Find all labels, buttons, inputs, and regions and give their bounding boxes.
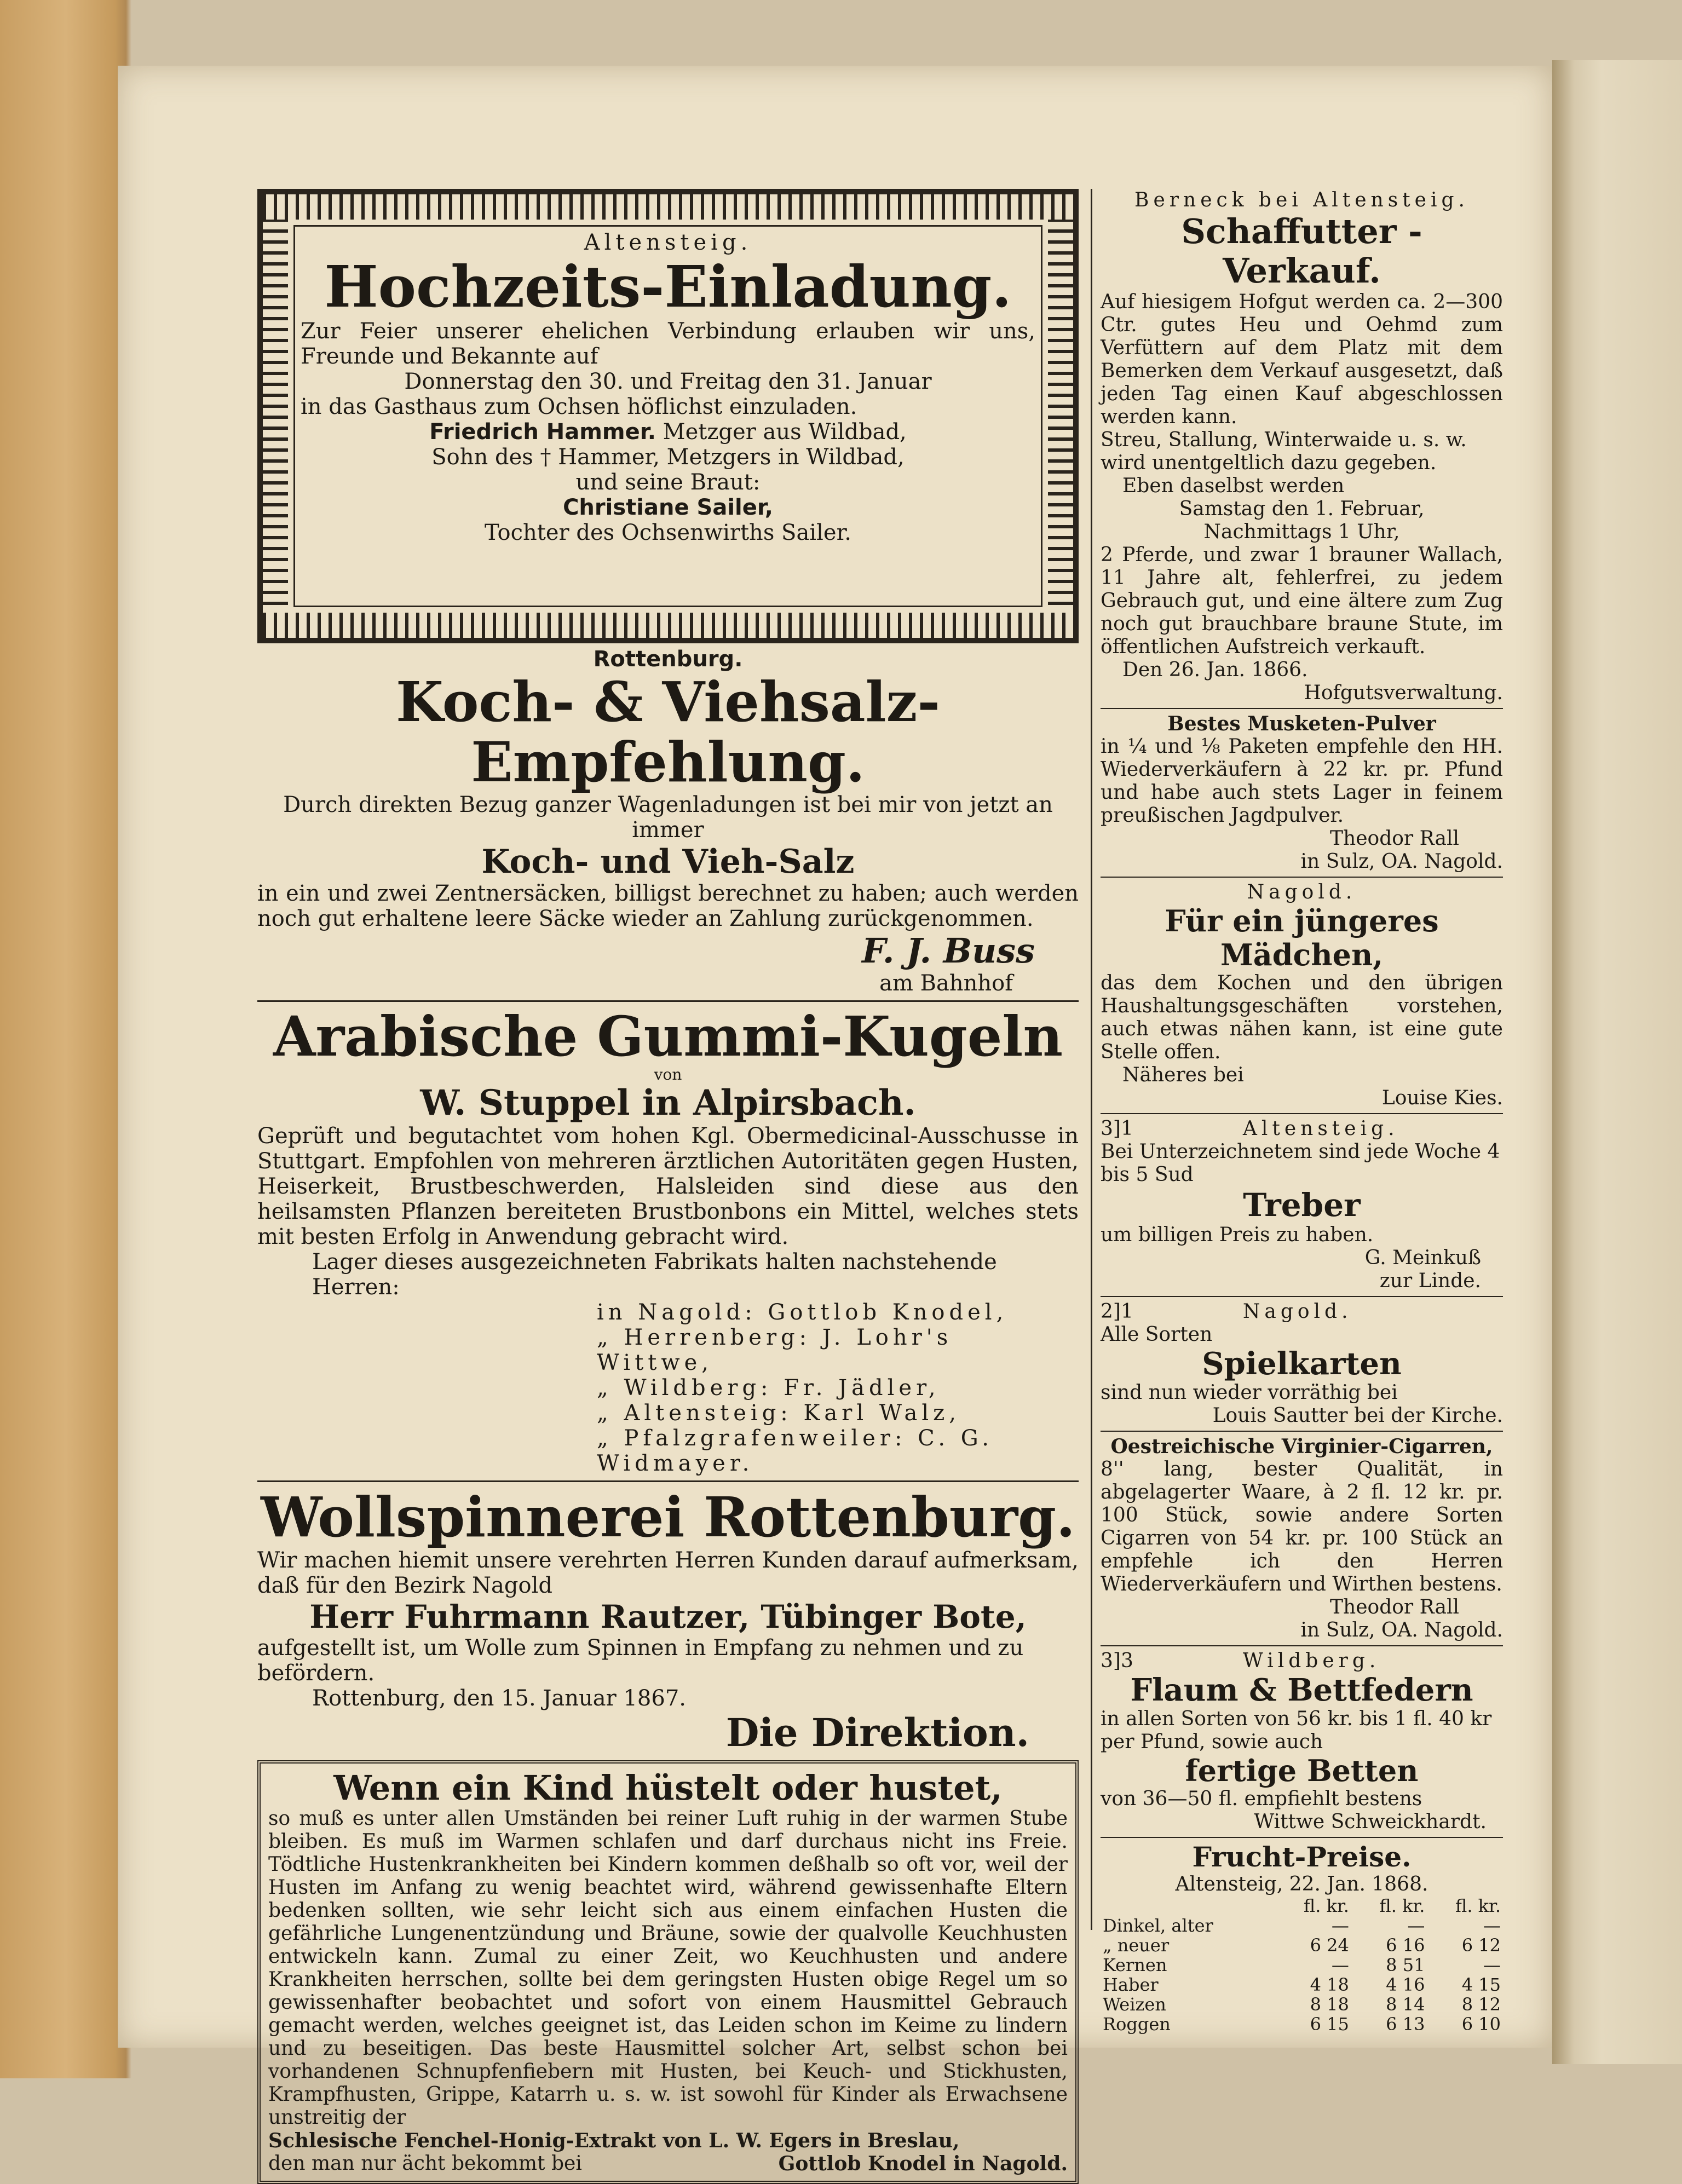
- powder-name: Theodor Rall: [1330, 827, 1459, 850]
- rule: [1101, 877, 1503, 878]
- rule: [1101, 1837, 1503, 1838]
- table-cell: 4 18: [1310, 1974, 1349, 1995]
- gummi-ad: [257, 1006, 1079, 1476]
- gummi-body: Geprüft und begutachtet vom hohen Kgl. Obermedicinal-Ausschusse in Stuttgart. Empfohlen von mehreren ärztlichen Autoritäten gegen Husten, Heiserkeit, Brustbeschwerden, Halsleiden sind diese aus den heilsamsten Pflanzen bereiteten Brustbonbons ein Mittel, welches stets mit besten Erfolg in Anwendung gebracht wird.: [257, 1123, 1079, 1249]
- wedding-place: Altensteig.: [584, 230, 752, 255]
- gummi-title: Arabische Gummi-Kugeln: [273, 1004, 1063, 1069]
- powder-title: Bestes Musketen-Pulver: [1167, 712, 1436, 735]
- salt-signature: F. J. Buss: [862, 931, 1035, 971]
- table-cell: 6 10: [1461, 2014, 1501, 2035]
- table-cell: —: [1483, 1915, 1501, 1936]
- table-cell: 8 12: [1461, 1994, 1501, 2015]
- cards-title: Spielkarten: [1202, 1346, 1402, 1382]
- feathers-subtitle: fertige Betten: [1185, 1753, 1419, 1788]
- table-row: [1101, 1995, 1503, 2014]
- cards-intro: Alle Sorten: [1101, 1323, 1213, 1346]
- salt-location: am Bahnhof: [879, 971, 1013, 996]
- salt-ad: [257, 647, 1079, 996]
- feathers-title: Flaum & Bettfedern: [1130, 1672, 1473, 1708]
- table-header-row: [1101, 1896, 1503, 1916]
- treber-ad: [1101, 1117, 1503, 1293]
- salt-subtitle: Koch- und Vieh-Salz: [481, 843, 855, 881]
- powder-location: in Sulz, OA. Nagold.: [1300, 850, 1503, 873]
- table-cell: 6 24: [1310, 1935, 1349, 1956]
- table-cell: —: [1483, 1955, 1501, 1975]
- bride-name: Christiane Sailer,: [563, 495, 773, 520]
- wool-signature: Die Direktion.: [725, 1710, 1029, 1755]
- table-cell: —: [1331, 1955, 1349, 1975]
- treber-mark: 3]1: [1101, 1117, 1133, 1140]
- gummi-stock-intro: Lager dieses ausgezeichneten Fabrikats halten nachstehende Herren:: [312, 1249, 997, 1300]
- gummi-dealer: „ Pfalzgrafenweiler: C. G. Widmayer.: [597, 1426, 994, 1476]
- table-cell: —: [1331, 1915, 1349, 1936]
- fodder-signature: Hofgutsverwaltung.: [1304, 682, 1503, 704]
- gummi-dealer: „ Wildberg: Fr. Jädler,: [597, 1375, 940, 1401]
- feathers-mark: 3]3: [1101, 1650, 1133, 1672]
- treber-title: Treber: [1243, 1186, 1361, 1224]
- rule: [1101, 1645, 1503, 1646]
- girl-name: Louise Kies.: [1381, 1087, 1503, 1109]
- salt-place: Rottenburg.: [593, 647, 743, 672]
- cigars-body: 8'' lang, bester Qualität, in abgelagerter Waare, à 2 fl. 12 kr. pr. 100 Stück, sowie andere Sorten Cigarren von 54 kr. pr. 100 Stück an empfehle ich den Herren Wiederverkäufern und Wirthen bestens.: [1101, 1458, 1503, 1595]
- gummi-dealer: „ Herrenberg: J. Lohr's Wittwe,: [597, 1325, 953, 1375]
- table-cell: „ neuer: [1103, 1935, 1170, 1956]
- fodder-ad: [1101, 189, 1503, 705]
- wedding-dates: Donnerstag den 30. und Freitag den 31. Januar: [404, 369, 932, 394]
- gummi-von: von: [654, 1065, 682, 1084]
- wedding-body: Zur Feier unserer ehelichen Verbindung erlauben wir uns, Freunde und Bekannte auf: [301, 319, 1035, 369]
- table-header: [1101, 1896, 1275, 1916]
- fodder-date: Den 26. Jan. 1866.: [1122, 659, 1308, 681]
- gummi-maker: W. Stuppel in Alpirsbach.: [420, 1082, 916, 1123]
- table-row: [1101, 2014, 1503, 2034]
- table-cell: 8 14: [1386, 1994, 1425, 2015]
- girl-place: Nagold.: [1247, 881, 1357, 903]
- gummi-dealer: in Nagold: Gottlob Knodel,: [597, 1300, 1008, 1325]
- treber-name: G. Meinkuß: [1364, 1247, 1481, 1269]
- cards-mark: 2]1: [1101, 1300, 1133, 1323]
- cough-ad: [257, 1760, 1079, 2184]
- feathers-place: Wildberg.: [1242, 1650, 1380, 1672]
- salt-intro: Durch direkten Bezug ganzer Wagenladungen ist bei mir von jetzt an immer: [283, 792, 1053, 843]
- wool-ad: [257, 1486, 1079, 1755]
- treber-place: Altensteig.: [1242, 1117, 1399, 1140]
- table-header: fl. kr.: [1455, 1895, 1501, 1916]
- rule: [1101, 1431, 1503, 1432]
- bride-intro: und seine Braut:: [575, 470, 761, 495]
- cards-body: sind nun wieder vorräthig bei: [1101, 1381, 1398, 1404]
- treber-location: zur Linde.: [1379, 1270, 1481, 1292]
- cigars-location: in Sulz, OA. Nagold.: [1300, 1619, 1503, 1641]
- rule: [1101, 1113, 1503, 1114]
- bride-desc: Tochter des Ochsenwirths Sailer.: [484, 520, 852, 545]
- wool-title: Wollspinnerei Rottenburg.: [261, 1485, 1075, 1549]
- table-cell: 8 51: [1386, 1955, 1425, 1975]
- cards-name: Louis Sautter bei der Kirche.: [1212, 1404, 1503, 1427]
- girl-more: Näheres bei: [1122, 1064, 1244, 1086]
- feathers-ad: [1101, 1650, 1503, 1834]
- table-header: fl. kr.: [1379, 1895, 1425, 1916]
- groom-desc: Metzger aus Wildbad,: [663, 419, 907, 445]
- gummi-dealer: „ Altensteig: Karl Walz,: [597, 1401, 960, 1426]
- cards-ad: [1101, 1300, 1503, 1427]
- table-cell: 8 18: [1310, 1994, 1349, 2015]
- cough-tail: den man nur ächt bekommt bei: [268, 2152, 582, 2175]
- wedding-title: Hochzeits-Einladung.: [324, 253, 1012, 320]
- table-row: [1101, 1975, 1503, 1995]
- table-cell: Haber: [1103, 1974, 1159, 1995]
- feathers-body2: von 36—50 fl. empfiehlt bestens: [1101, 1788, 1422, 1810]
- table-cell: Dinkel, alter: [1103, 1915, 1213, 1936]
- fodder-also: Eben daselbst werden: [1122, 475, 1345, 497]
- fodder-place: Berneck bei Altensteig.: [1134, 189, 1469, 211]
- fodder-extra: Streu, Stallung, Winterwaide u. s. w. wird unentgeltlich dazu gegeben.: [1101, 429, 1467, 474]
- wool-intro: Wir machen hiemit unsere verehrten Herren Kunden darauf aufmerksam, daß für den Bezirk Nagold: [257, 1548, 1079, 1598]
- table-cell: 6 13: [1386, 2014, 1425, 2035]
- next-page-edge: [1552, 60, 1682, 2064]
- table-row: [1101, 1955, 1503, 1975]
- grain-prices: [1101, 1841, 1503, 2034]
- salt-body: in ein und zwei Zentnersäcken, billigst berechnet zu haben; auch werden noch gut erhaltene leere Säcke wieder an Zahlung zurückgenommen.: [257, 881, 1079, 931]
- cards-place: Nagold.: [1242, 1300, 1352, 1323]
- table-row: [1101, 1935, 1503, 1955]
- wedding-venue: in das Gasthaus zum Ochsen höflichst einzuladen.: [301, 394, 857, 419]
- cough-product: Schlesische Fenchel-Honig-Extrakt von L. W. Egers in Breslau,: [268, 2129, 960, 2152]
- feathers-name: Wittwe Schweickhardt.: [1254, 1811, 1487, 1833]
- wool-body: aufgestellt ist, um Wolle zum Spinnen in Empfang zu nehmen und zu befördern.: [257, 1635, 1024, 1686]
- rule: [1101, 708, 1503, 709]
- groom-father: Sohn des † Hammer, Metzgers in Wildbad,: [431, 445, 905, 470]
- table-cell: 4 15: [1461, 1974, 1501, 1995]
- fodder-when2: Nachmittags 1 Uhr,: [1203, 521, 1400, 543]
- table-cell: 6 16: [1386, 1935, 1425, 1956]
- fodder-when1: Samstag den 1. Februar,: [1179, 498, 1425, 520]
- cough-seller: Gottlob Knodel in Nagold.: [778, 2152, 1068, 2175]
- left-column: [257, 189, 1079, 2184]
- table-cell: Kernen: [1103, 1955, 1167, 1975]
- powder-ad: [1101, 712, 1503, 873]
- column-divider: [1091, 189, 1092, 1930]
- cigars-title: Oestreichische Virginier-Cigarren,: [1110, 1435, 1493, 1458]
- cough-title: Wenn ein Kind hüstelt oder hustet,: [333, 1768, 1003, 1808]
- table-cell: 6 15: [1310, 2014, 1349, 2035]
- prices-table: [1101, 1896, 1503, 2034]
- right-column: [1101, 189, 1503, 2034]
- rule: [257, 1480, 1079, 1482]
- table-cell: 6 12: [1461, 1935, 1501, 1956]
- girl-title: Für ein jüngeres Mädchen,: [1165, 903, 1439, 972]
- girl-ad: [1101, 881, 1503, 1110]
- wedding-invitation-text: [293, 225, 1042, 607]
- girl-body: das dem Kochen und den übrigen Haushaltungsgeschäften vorstehen, auch etwas nähen kann, ist eine gute Stelle offen.: [1101, 972, 1503, 1063]
- fodder-body: Auf hiesigem Hofgut werden ca. 2—300 Ctr. gutes Heu und Oehmd zum Verfüttern auf dem Platz mit dem Bemerken dem Verkauf ausgesetzt, daß jeden Tag einen Kauf abgeschlossen werden kann.: [1101, 291, 1503, 428]
- table-cell: Roggen: [1103, 2014, 1171, 2035]
- table-cell: Weizen: [1103, 1994, 1166, 2015]
- feathers-body: in allen Sorten von 56 kr. bis 1 fl. 40 kr per Pfund, sowie auch: [1101, 1708, 1492, 1753]
- cigars-name: Theodor Rall: [1330, 1596, 1459, 1618]
- wool-agent: Herr Fuhrmann Rautzer, Tübinger Bote,: [309, 1598, 1027, 1635]
- table-header: fl. kr.: [1303, 1895, 1349, 1916]
- table-row: [1101, 1916, 1503, 1935]
- rule: [257, 1000, 1079, 1002]
- prices-place-date: Altensteig, 22. Jan. 1868.: [1175, 1873, 1428, 1895]
- prices-title: Frucht-Preise.: [1192, 1841, 1412, 1873]
- treber-price: um billigen Preis zu haben.: [1101, 1224, 1374, 1246]
- groom-name: Friedrich Hammer.: [429, 419, 656, 445]
- wool-date: Rottenburg, den 15. Januar 1867.: [312, 1686, 686, 1711]
- powder-body: in ¼ und ⅛ Paketen empfehle den HH. Wiederverkäufern à 22 kr. pr. Pfund und habe auch stets Lager in feinem preußischen Jagdpulver.: [1101, 735, 1503, 827]
- rule: [1101, 1296, 1503, 1297]
- wedding-invitation-ad: [257, 189, 1079, 643]
- salt-title: Koch- & Viehsalz-Empfehlung.: [396, 670, 940, 794]
- table-cell: 4 16: [1386, 1974, 1425, 1995]
- fodder-horses: 2 Pferde, und zwar 1 brauner Wallach, 11 Jahre alt, fehlerfrei, zu jedem Gebrauch gut, und eine ältere zum Zug noch gut brauchbare braune Stute, im öffentlichen Aufstreich verkauft.: [1101, 544, 1503, 658]
- treber-body: Bei Unterzeichnetem sind jede Woche 4 bis 5 Sud: [1101, 1140, 1500, 1186]
- fodder-title: Schaffutter - Verkauf.: [1181, 211, 1422, 291]
- cough-body: so muß es unter allen Umständen bei reiner Luft ruhig in der warmen Stube bleiben. Es muß im Warmen schlafen und darf durchaus nicht ins Freie. Tödtliche Hustenkrankheiten bei Kindern kommen deßhalb so oft vor, weil der Husten im Anfang zu wenig beachtet wird, während gewissenhafte Eltern bedenken sollten, wie sehr leicht sich aus einem einfachen Husten die gefährliche Lungenentzündung und Bräune, sowie der qualvolle Keuchhusten entwickeln kann. Zumal zu einer Zeit, wo Keuchhusten und andere Krankheiten herrschen, sollte bei dem geringsten Husten obige Regel um so gewissenhafter beobachtet und sofort von einem Hausmittel Gebrauch gemacht werden, welches geeignet ist, das Leiden schon im Keime zu lindern und zu beseitigen. Das beste Hausmittel solcher Art, selbst schon bei vorhandenen Schnupfenfiebern mit Husten, bei Keuch- und Stickhusten, Krampfhusten, Grippe, Katarrh u. s. w. ist sowohl für Kinder als Erwachsene unstreitig der: [268, 1807, 1068, 2129]
- table-cell: —: [1407, 1915, 1425, 1936]
- cigars-ad: [1101, 1435, 1503, 1642]
